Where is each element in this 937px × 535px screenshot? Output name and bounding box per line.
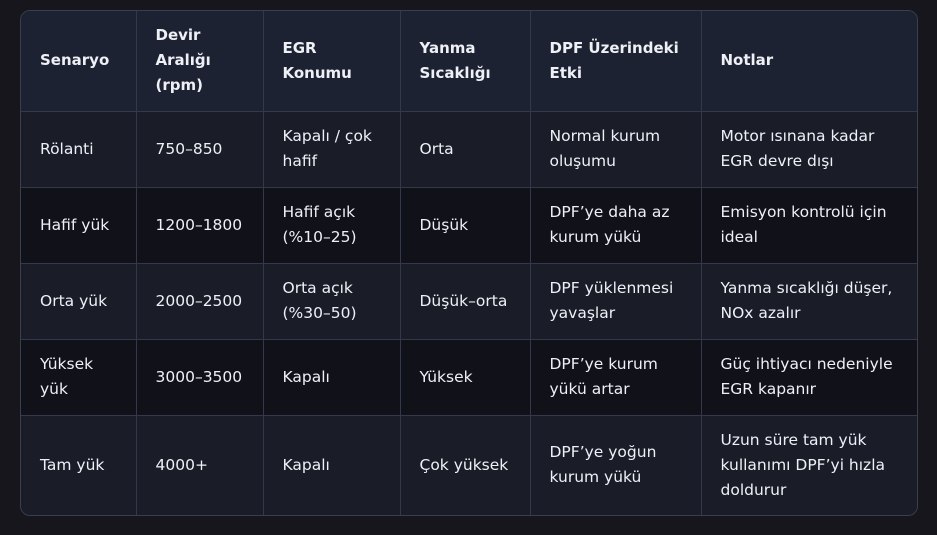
cell-dpf: DPF yüklenmesi yavaşlar xyxy=(530,263,701,339)
cell-dpf: DPF’ye kurum yükü artar xyxy=(530,339,701,415)
cell-senaryo: Orta yük xyxy=(21,263,136,339)
cell-dpf: DPF’ye yoğun kurum yükü xyxy=(530,415,701,515)
cell-egr: Hafif açık (%10–25) xyxy=(263,187,400,263)
cell-devir: 750–850 xyxy=(136,111,263,187)
cell-yanma: Düşük–orta xyxy=(400,263,530,339)
table-row xyxy=(21,339,918,415)
header-notlar: Notlar xyxy=(701,11,918,111)
table-row xyxy=(21,415,918,515)
cell-dpf: DPF’ye daha az kurum yükü xyxy=(530,187,701,263)
cell-egr: Orta açık (%30–50) xyxy=(263,263,400,339)
table-header-row xyxy=(21,11,918,111)
cell-notlar: Uzun süre tam yük kullanımı DPF’yi hızla doldurur xyxy=(701,415,918,515)
cell-yanma: Orta xyxy=(400,111,530,187)
cell-notlar: Emisyon kontrolü için ideal xyxy=(701,187,918,263)
cell-notlar: Motor ısınana kadar EGR devre dışı xyxy=(701,111,918,187)
header-devir-araligi: Devir Aralığı (rpm) xyxy=(136,11,263,111)
cell-senaryo: Yüksek yük xyxy=(21,339,136,415)
cell-senaryo: Tam yük xyxy=(21,415,136,515)
cell-senaryo: Rölanti xyxy=(21,111,136,187)
cell-devir: 2000–2500 xyxy=(136,263,263,339)
header-yanma-sicakligi: Yanma Sıcaklığı xyxy=(400,11,530,111)
cell-egr: Kapalı xyxy=(263,415,400,515)
cell-notlar: Güç ihtiyacı nedeniyle EGR kapanır xyxy=(701,339,918,415)
header-dpf-etki: DPF Üzerindeki Etki xyxy=(530,11,701,111)
cell-devir: 1200–1800 xyxy=(136,187,263,263)
cell-yanma: Çok yüksek xyxy=(400,415,530,515)
header-egr-konumu: EGR Konumu xyxy=(263,11,400,111)
cell-devir: 4000+ xyxy=(136,415,263,515)
cell-yanma: Yüksek xyxy=(400,339,530,415)
cell-yanma: Düşük xyxy=(400,187,530,263)
table-row xyxy=(21,263,918,339)
table-row xyxy=(21,111,918,187)
header-senaryo: Senaryo xyxy=(21,11,136,111)
cell-dpf: Normal kurum oluşumu xyxy=(530,111,701,187)
table-row xyxy=(21,187,918,263)
scenario-table-container xyxy=(20,10,918,516)
cell-notlar: Yanma sıcaklığı düşer, NOx azalır xyxy=(701,263,918,339)
scenario-table xyxy=(21,11,918,515)
cell-egr: Kapalı / çok hafif xyxy=(263,111,400,187)
cell-senaryo: Hafif yük xyxy=(21,187,136,263)
cell-devir: 3000–3500 xyxy=(136,339,263,415)
cell-egr: Kapalı xyxy=(263,339,400,415)
